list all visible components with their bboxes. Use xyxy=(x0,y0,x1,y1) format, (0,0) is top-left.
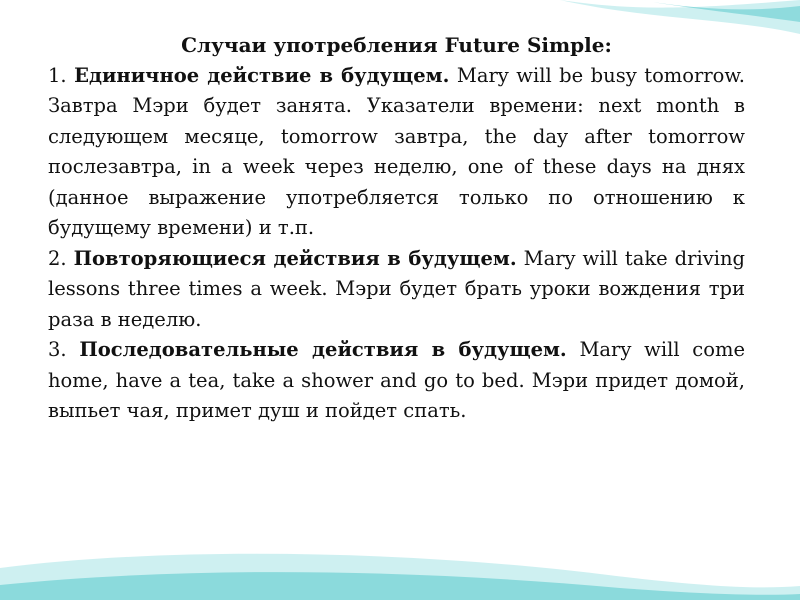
item-number: 2. xyxy=(48,246,67,270)
item-body: Mary will be busy tomorrow. Завтра Мэри будет занята. Указатели времени: next month в следующем месяце, tomorrow завтра, the day after tomorrow послезавтра, in a week через неделю, one of these days на днях (данное выражение употребляется только по отношению к будущему времени) и т.п. xyxy=(48,63,745,239)
slide-title: Случаи употребления Future Simple: xyxy=(181,33,612,57)
item-body: Mary will come home, have a tea, take a shower and go to bed. Мэри придет домой, выпьет чая, примет душ и пойдет спать. xyxy=(48,338,745,422)
item-heading: Последовательные действия в будущем. xyxy=(79,338,567,361)
list-item xyxy=(48,61,745,244)
list-item xyxy=(48,335,745,427)
slide-content xyxy=(48,30,745,427)
list-item xyxy=(48,244,745,336)
item-heading: Единичное действие в будущем. xyxy=(74,63,450,87)
item-number: 1. xyxy=(48,63,67,87)
item-heading: Повторяющиеся действия в будущем. xyxy=(73,246,517,270)
item-body: Mary will take driving lessons three times a week. Мэри будет брать уроки вождения три раза в неделю. xyxy=(48,246,746,331)
item-number: 3. xyxy=(48,338,67,361)
